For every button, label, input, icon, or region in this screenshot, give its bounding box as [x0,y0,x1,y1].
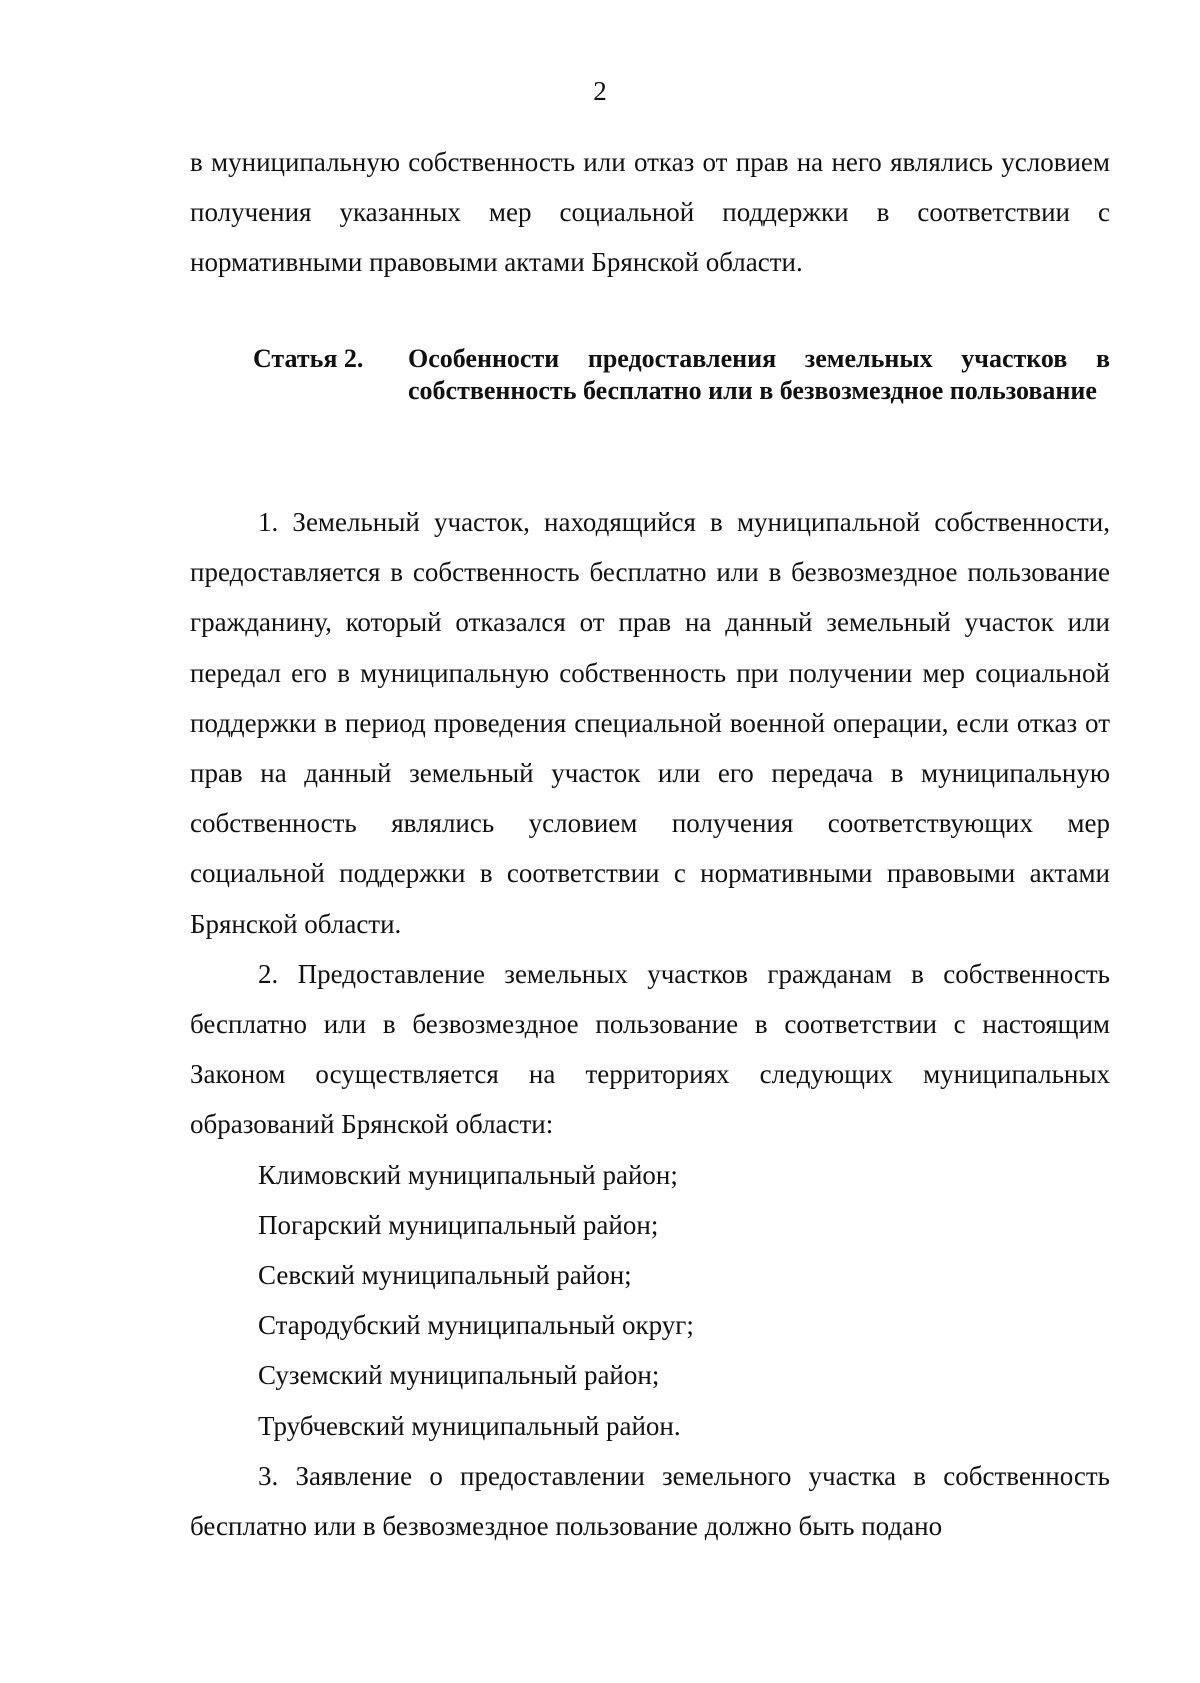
municipality-list [190,1150,1110,1451]
intro-paragraph: в муниципальную собственность или отказ от прав на него являлись условием получения указанных мер социальной поддержки в соответствии с нормативными правовыми актами Брянской области. [190,147,1110,277]
list-item: Стародубский муниципальный округ; [258,1310,694,1341]
paragraph-1: 1. Земельный участок, находящийся в муниципальной собственности, предоставляется в собственность бесплатно или в безвозмездное пользование гражданину, который отказался от прав на данный земельный участок или передал его в муниципальную собственность при получении мер социальной поддержки в период проведения специальной военной операции, если отказ от прав на данный земельный участок или его передача в муниципальную собственность являлись условием получения соответствующих мер социальной поддержки в соответствии с нормативными правовыми актами Брянской области. [190,507,1110,939]
article-number: Статья 2. [253,344,364,373]
article-title: Особенности предоставления земельных участков в собственность бесплатно или в безвозмездное пользование [408,344,1110,405]
list-item: Трубчевский муниципальный район. [258,1410,681,1441]
list-item: Климовский муниципальный район; [258,1159,678,1190]
paragraph-2: 2. Предоставление земельных участков гражданам в собственность бесплатно или в безвозмездное пользование в соответствии с настоящим Законом осуществляется на территориях следующих муниципальных образований Брянской области: [190,958,1110,1140]
list-item: Погарский муниципальный район; [258,1209,659,1240]
list-item: Суземский муниципальный район; [258,1360,660,1391]
list-item: Севский муниципальный район; [258,1260,632,1291]
paragraph-3: 3. Заявление о предоставлении земельного участка в собственность бесплатно или в безвозмездное пользование должно быть подано [190,1460,1110,1542]
intro-block [190,137,1110,287]
page-number: 2 [593,76,607,106]
article-body [190,497,1110,1551]
article-heading [253,343,1110,407]
